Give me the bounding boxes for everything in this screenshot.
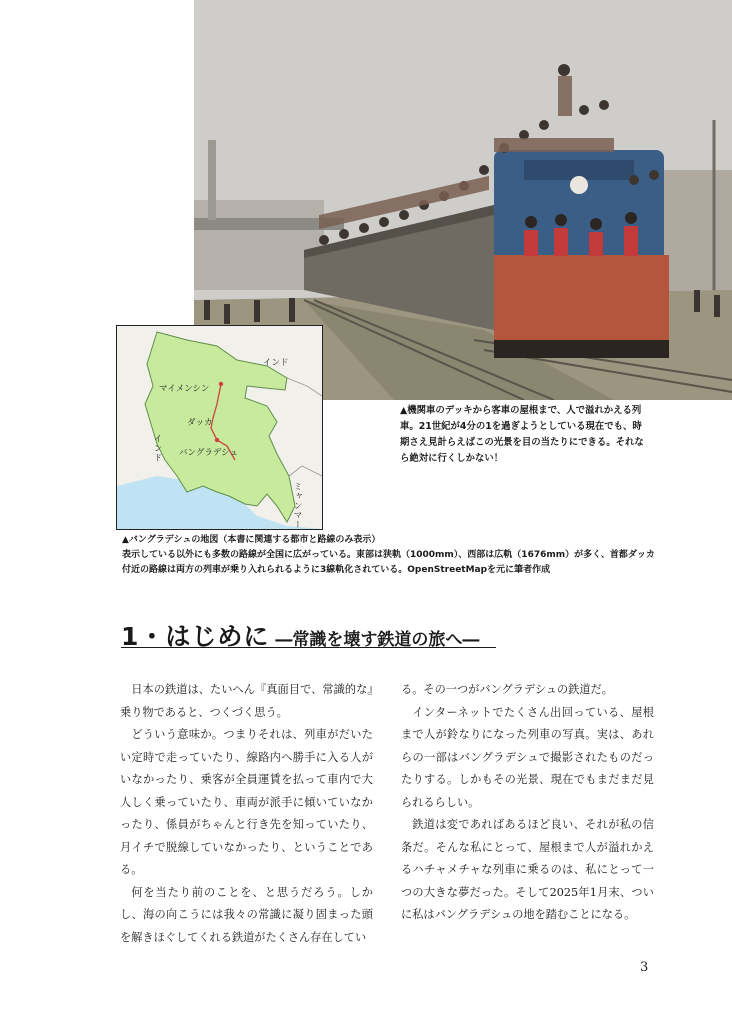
section-title: 1・はじめに: [121, 622, 270, 651]
page-number: 3: [640, 960, 649, 975]
map-label-india-west: インド: [152, 434, 162, 463]
body-paragraph-4: インターネットでたくさん出回っている、屋根まで人が鈴なりになった列車の写真。実は、あれらの一部はバングラデシュで撮影されたものだったりする。しかもその光景、現在でもまだまだ見られるらしい。: [401, 705, 654, 809]
map-caption-line1: ▲バングラデシュの地図（本書に関連する都市と路線のみ表示）: [122, 535, 381, 545]
body-paragraph-2: どういう意味か。つまりそれは、列車がだいたい定時で走っていたり、線路内へ勝手に入る人がいなかったり、乗客が全員運賃を払って車内で大人しく乗っていたり、車両が派手に傾いていなかったり、係員がちゃんと行き先を知っていたり、月イチで脱線していなかったり、ということである。: [120, 728, 373, 876]
body-paragraph-3a: 何を当たり前のことを、と思うだろう。しかし、海の向こうには我々の常識に凝り固まった頭を解きほぐしてくれる鉄道がたくさん存在してい: [120, 885, 373, 944]
photo-caption: [400, 403, 650, 467]
section-heading: [121, 617, 496, 651]
section-subtitle: ―常識を壊す鉄道の旅へ―: [275, 630, 480, 650]
map-label-bangladesh: バングラデシュ: [179, 448, 238, 458]
map-label-myanmar: ミャンマー: [292, 482, 302, 530]
map-caption: [122, 533, 662, 578]
body-column-right: [401, 679, 654, 927]
body-paragraph-1: 日本の鉄道は、たいへん『真面目で、常識的な』乗り物であると、つくづく思う。: [120, 683, 373, 719]
map-label-mymensingh: マイメンシン: [159, 384, 210, 394]
body-column-left: [120, 679, 373, 949]
body-paragraph-5: 鉄道は変であればあるほど良い、それが私の信条だ。そんな私にとって、屋根まで人が溢れかえるハチャメチャな列車に乗るのは、私にとって一つの大きな夢だった。そして2025年1月末、ついに私はバングラデシュの地を踏むことになる。: [401, 818, 654, 921]
bangladesh-map: [116, 325, 323, 530]
body-paragraph-3b: る。その一つがバングラデシュの鉄道だ。: [401, 683, 613, 696]
map-label-india-north: インド: [263, 358, 289, 368]
map-caption-line2: 表示している以外にも多数の路線が全国に広がっている。東部は狭軌（1000mm）、西部は広軌（1676mm）が多く、首都ダッカ付近の路線は両方の列車が乗り入れられるように3線軌化されている。OpenStreetMapを元に筆者作成: [122, 550, 655, 575]
photo-caption-text: ▲機関車のデッキから客車の屋根まで、人で溢れかえる列車。21世紀が4分の1を過ぎようとしている現在でも、時期さえ見計らえばこの光景を目の当たりにできる。それなら絶対に行くしかない！: [400, 405, 644, 464]
map-label-dhaka: ダッカ: [187, 418, 213, 428]
